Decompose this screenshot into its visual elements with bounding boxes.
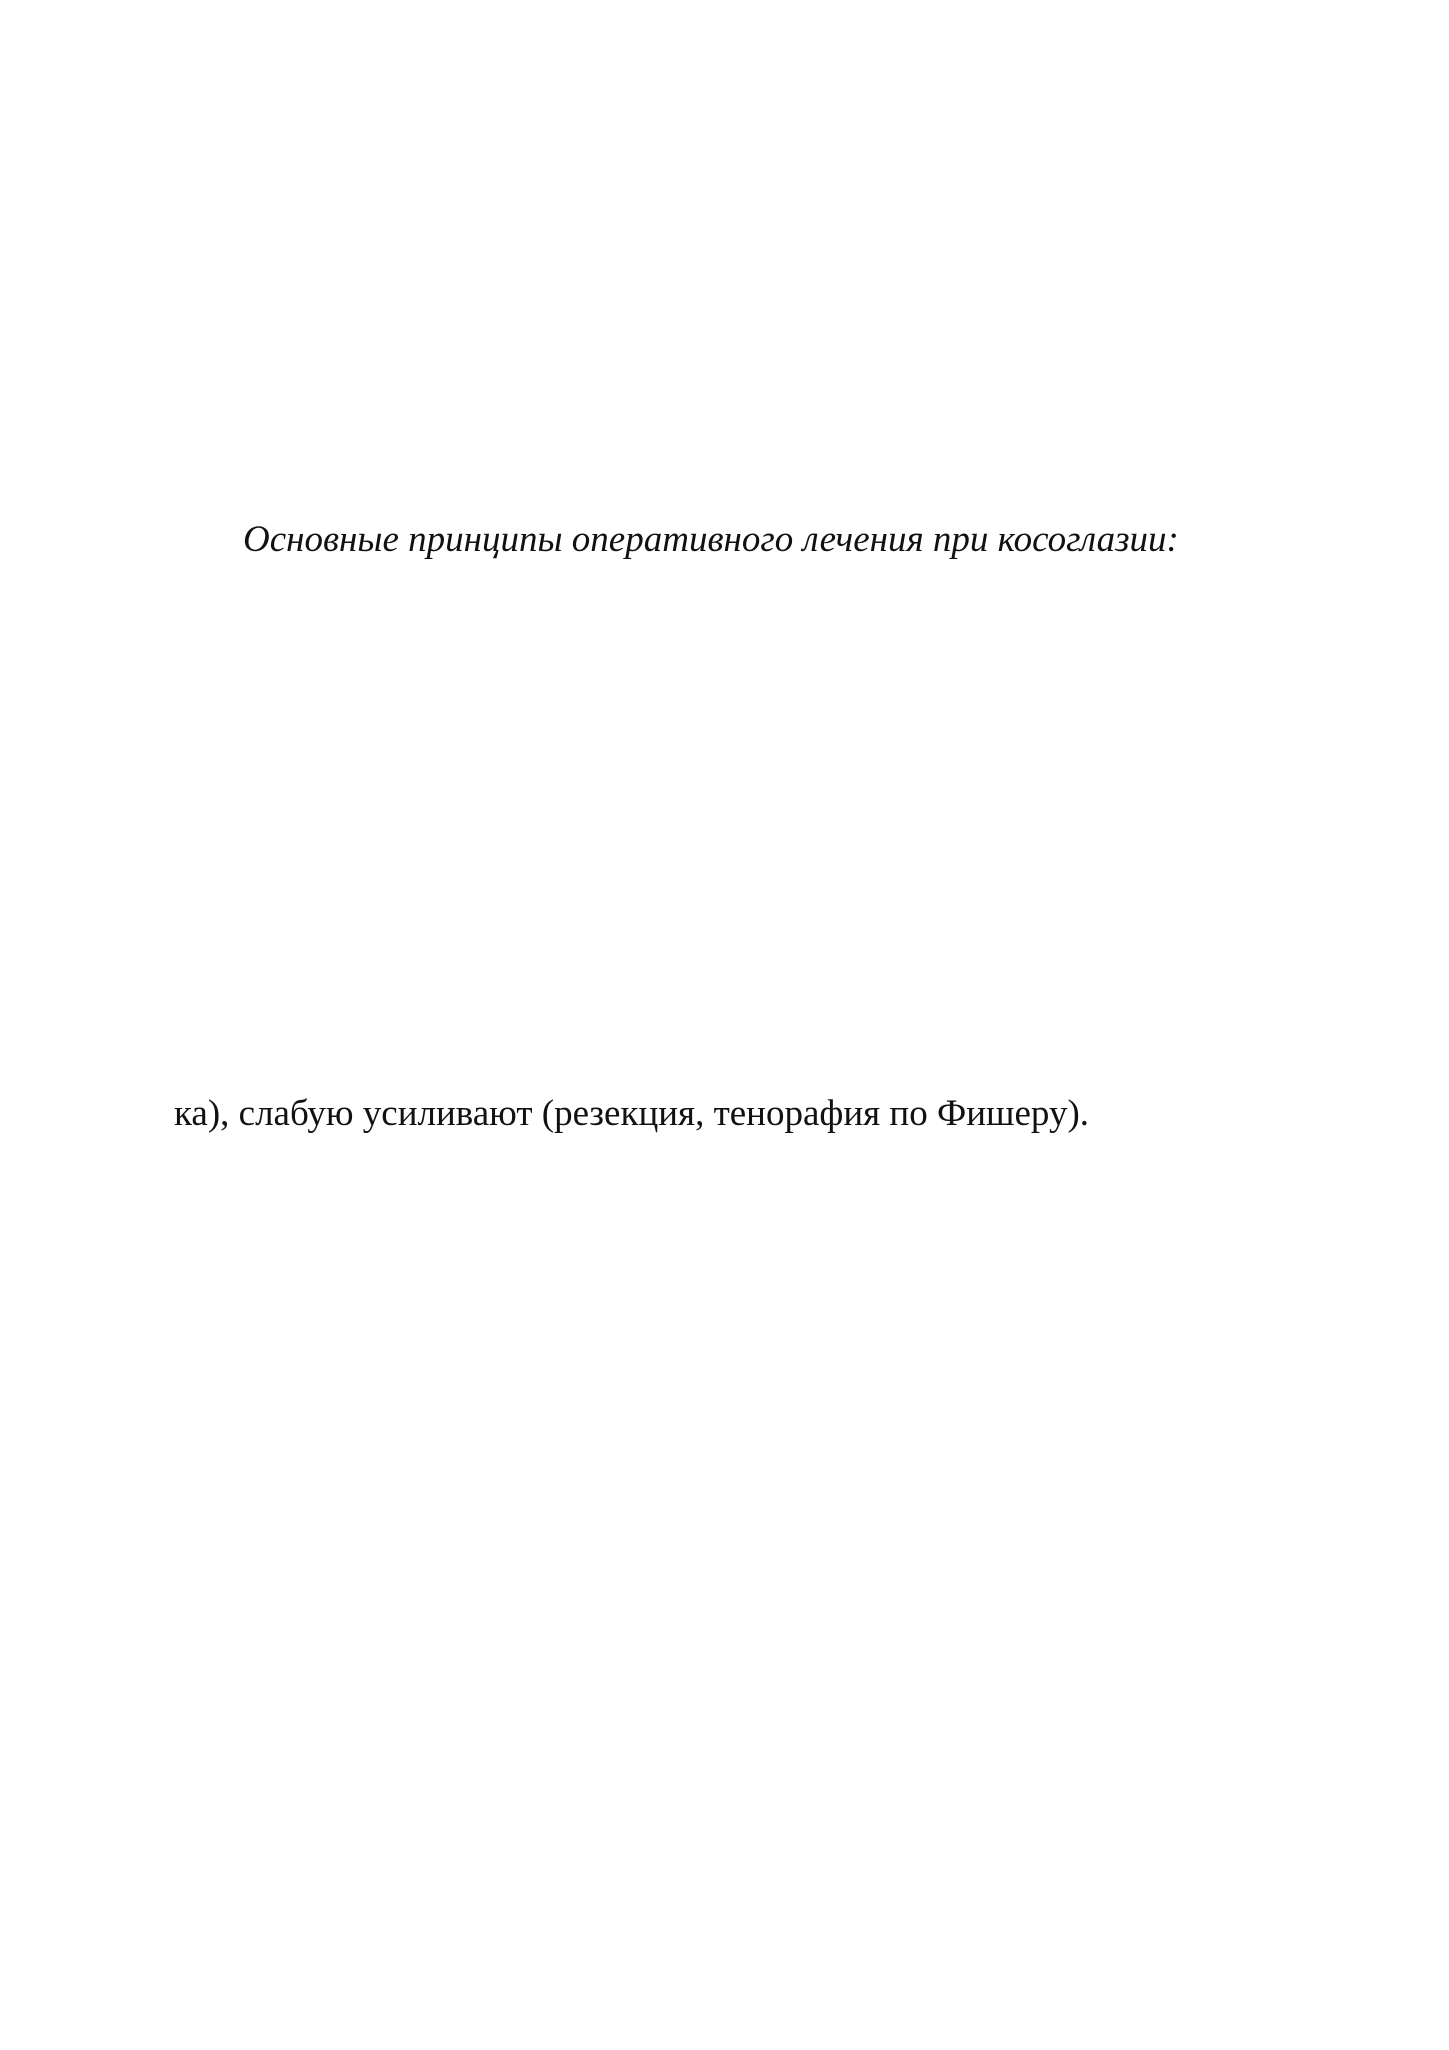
section-heading: Основные принципы оперативного лечения при косоглазии: bbox=[243, 519, 1179, 560]
paragraph-text: ка), слабую усиливают (резекция, тенорафия по Фишеру). bbox=[174, 1093, 1090, 1134]
